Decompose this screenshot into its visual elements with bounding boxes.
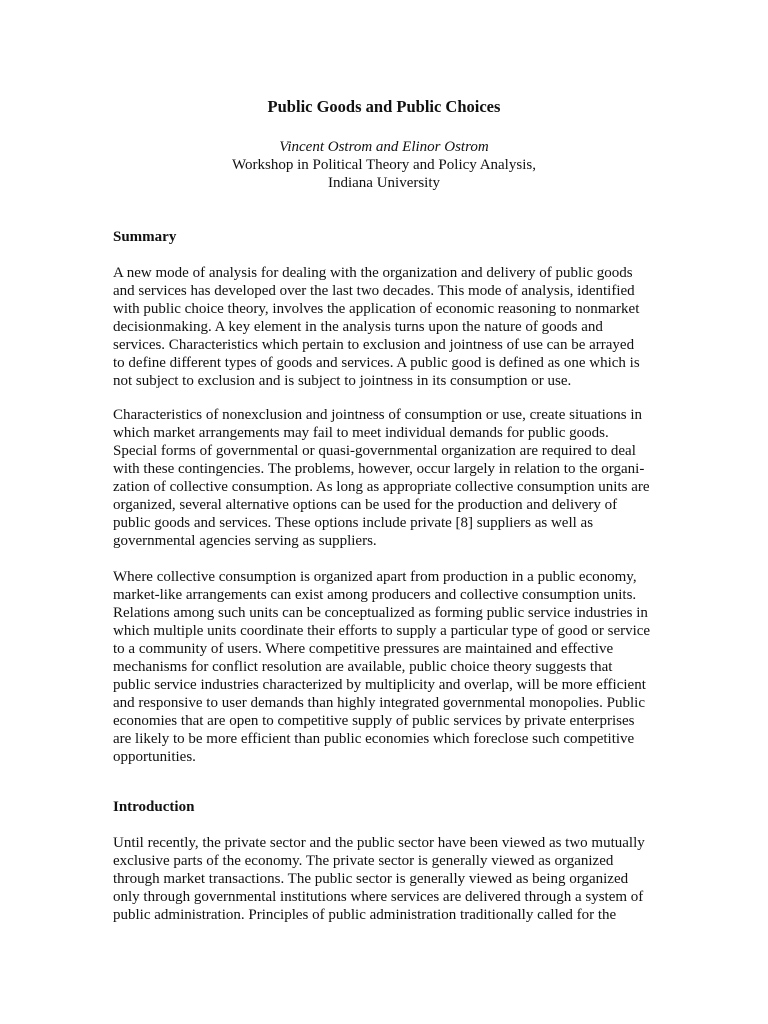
text-line: and responsive to user demands than highly integrated governmental monopolies. Public [113,695,645,711]
text-line: with public choice theory, involves the application of economic reasoning to nonmarket [113,301,640,317]
section-heading-introduction: Introduction [113,799,195,815]
text-line: decisionmaking. A key element in the analysis turns upon the nature of goods and [113,319,603,335]
text-line: Until recently, the private sector and the public sector have been viewed as two mutually [113,835,645,851]
text-line: economies that are open to competitive supply of public services by private enterprises [113,713,635,729]
text-line: public goods and services. These options include private [8] suppliers as well as [113,515,594,531]
text-line: through market transactions. The public sector is generally viewed as being organized [113,871,629,887]
introduction-paragraph-1 [113,834,673,924]
text-line: zation of collective consumption. As long as appropriate collective consumption units are [113,479,650,495]
text-line: governmental agencies serving as suppliers. [113,533,377,549]
text-line: Special forms of governmental or quasi-governmental organization are required to deal [113,443,636,459]
text-line: market-like arrangements can exist among producers and collective consumption units. [113,587,637,603]
text-line: and services has developed over the last two decades. This mode of analysis, identified [113,283,635,299]
affiliation-line: Indiana University [327,175,441,191]
document-authors: Vincent Ostrom and Elinor Ostrom [279,139,489,155]
text-line: Where collective consumption is organized apart from production in a public economy, [113,569,637,585]
text-line: to a community of users. Where competitive pressures are maintained and effective [113,641,614,657]
text-line: are likely to be more efficient than public economies which foreclose such competitive [113,731,635,747]
summary-paragraph-2 [113,406,673,550]
text-line: only through governmental institutions where services are delivered through a system of [113,889,644,905]
text-line: not subject to exclusion and is subject to jointness in its consumption or use. [113,373,572,389]
text-line: mechanisms for conflict resolution are available, public choice theory suggests that [113,659,613,675]
text-line: exclusive parts of the economy. The private sector is generally viewed as organized [113,853,614,869]
text-line: A new mode of analysis for dealing with the organization and delivery of public goods [113,265,633,281]
text-line: which multiple units coordinate their efforts to supply a particular type of good or service [113,623,651,639]
text-line: with these contingencies. The problems, however, occur largely in relation to the organi- [113,461,645,477]
text-line: organized, several alternative options can be used for the production and delivery of [113,497,618,513]
text-line: public administration. Principles of public administration traditionally called for the [113,907,617,923]
summary-paragraph-3 [113,568,673,766]
text-line: Relations among such units can be conceptualized as forming public service industries in [113,605,648,621]
affiliation-line: Workshop in Political Theory and Policy Analysis, [232,157,536,173]
text-line: services. Characteristics which pertain to exclusion and jointness of use can be arrayed [113,337,635,353]
document-title: Public Goods and Public Choices [267,97,501,116]
text-line: Characteristics of nonexclusion and jointness of consumption or use, create situations in [113,407,643,423]
text-line: opportunities. [113,749,196,765]
section-heading-summary: Summary [113,229,177,245]
text-line: to define different types of goods and services. A public good is defined as one which is [113,355,640,371]
summary-paragraph-1 [113,264,673,390]
text-line: which market arrangements may fail to meet individual demands for public goods. [113,425,609,441]
text-line: public service industries characterized by multiplicity and overlap, will be more efficient [113,677,646,693]
